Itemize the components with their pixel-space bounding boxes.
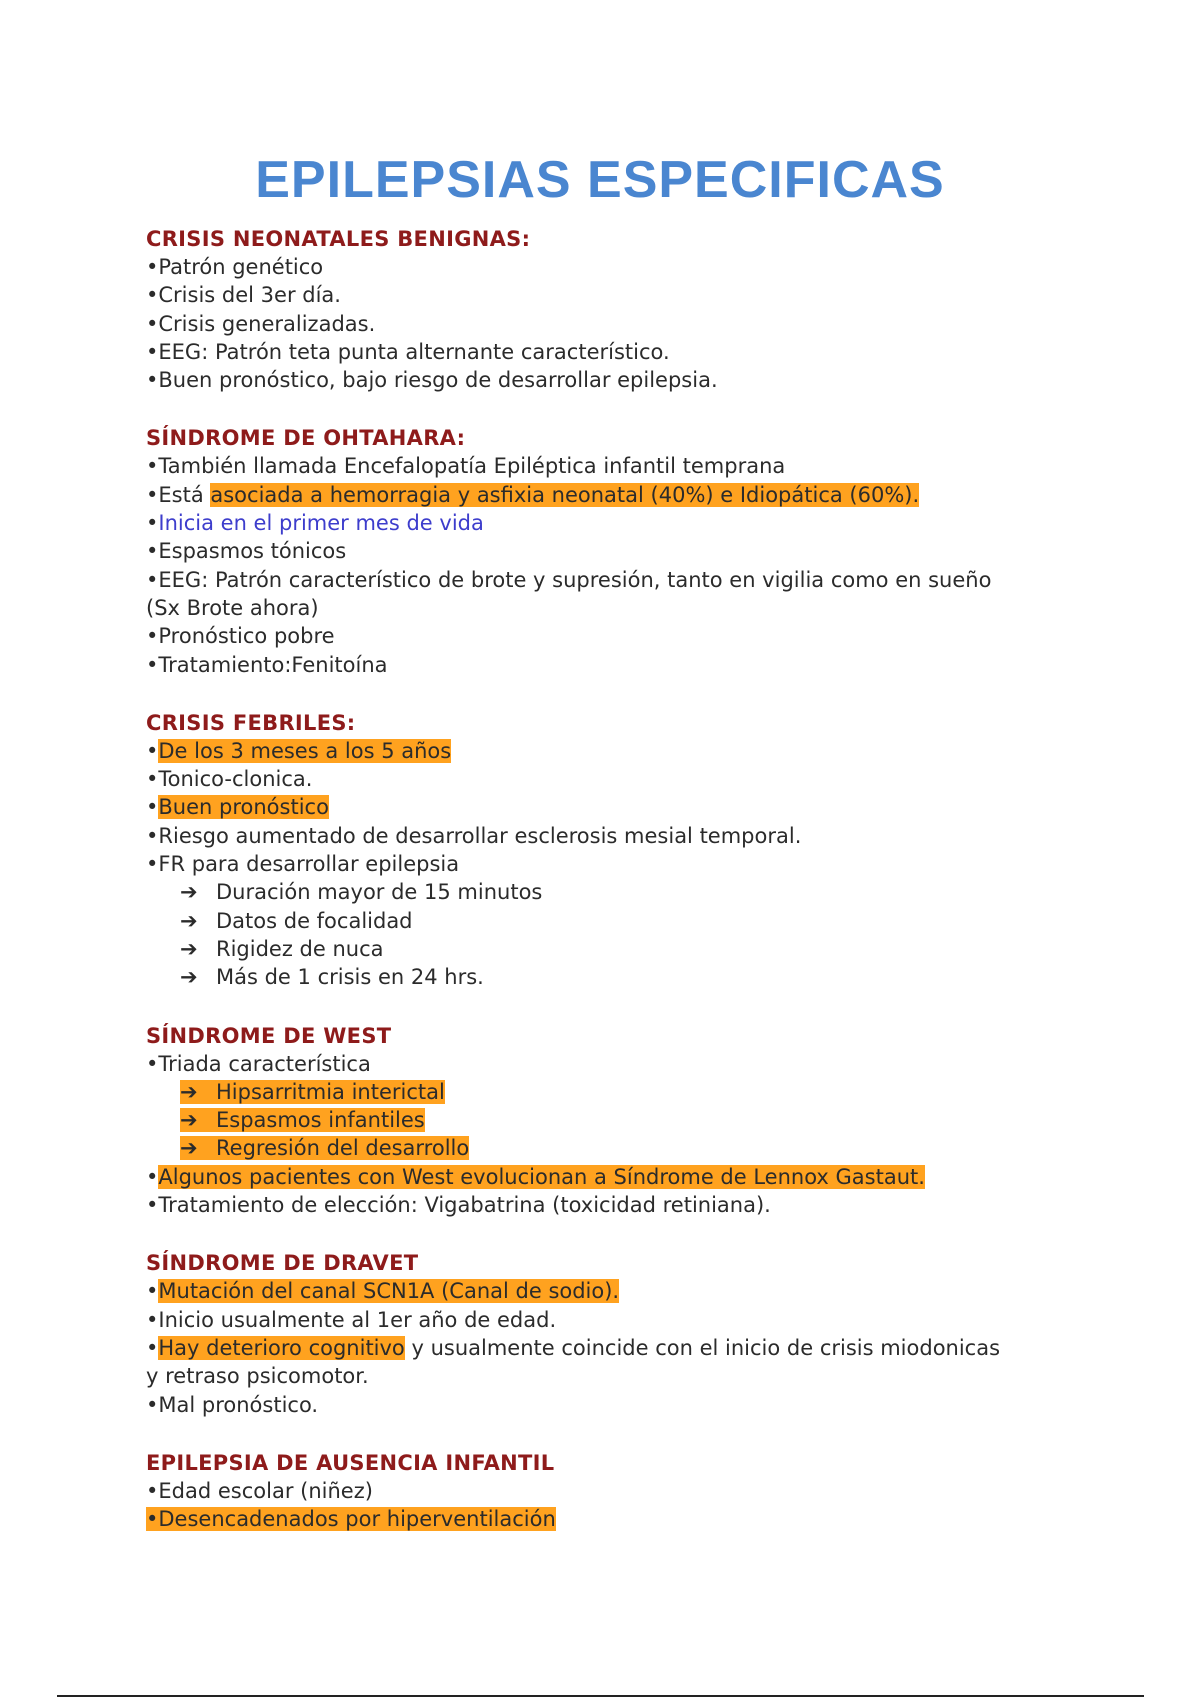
- section-febriles: [146, 709, 1006, 992]
- content: [146, 225, 1006, 1563]
- arrow-icon: ➔: [180, 965, 198, 990]
- highlighted-text: De los 3 meses a los 5 años: [158, 738, 452, 763]
- highlighted-text: Hay deterioro cognitivo: [158, 1335, 405, 1360]
- bullet-line: •Edad escolar (niñez): [146, 1478, 373, 1503]
- section-dravet: [146, 1249, 1006, 1418]
- bullet-line: •Triada característica: [146, 1051, 371, 1076]
- bullet-prefix: •: [146, 795, 159, 820]
- section-neonatales: [146, 225, 1006, 394]
- bullet-prefix: •Está: [146, 482, 211, 507]
- sub-bullet-text: Datos de focalidad: [216, 908, 413, 933]
- bullet-line: [146, 509, 1006, 537]
- highlighted-text: Mutación del canal SCN1A (Canal de sodio).: [158, 1279, 620, 1304]
- sub-bullet: [146, 1078, 1006, 1106]
- sub-bullet: [146, 907, 1006, 935]
- arrow-icon: ➔: [180, 1108, 198, 1133]
- sub-bullet-text: Duración mayor de 15 minutos: [216, 880, 543, 905]
- sub-bullet: [146, 935, 1006, 963]
- blue-text: Inicia en el primer mes de vida: [158, 511, 484, 536]
- bullet-prefix: •: [146, 1335, 159, 1360]
- bullet-line: •EEG: Patrón característico de brote y supresión, tanto en vigilia como en sueño (Sx Brote ahora): [146, 567, 992, 620]
- highlighted-text: Algunos pacientes con West evolucionan a Síndrome de Lennox Gastaut.: [158, 1164, 925, 1189]
- bullet-line: •Riesgo aumentado de desarrollar esclerosis mesial temporal.: [146, 823, 802, 848]
- bullet-line: [146, 1277, 1006, 1305]
- bullet-line: [146, 1163, 1006, 1191]
- sub-bullet-text: Espasmos infantiles: [216, 1108, 425, 1133]
- arrow-icon: ➔: [180, 908, 198, 933]
- bullet-line: [146, 1334, 1006, 1391]
- bullet-line: •Tonico-clonica.: [146, 767, 313, 792]
- highlighted-text: Buen pronóstico: [158, 795, 329, 820]
- bullet-text: y usualmente coincide con el inicio de crisis miodonicas y retraso psicomotor.: [146, 1335, 1001, 1389]
- sub-bullet: [146, 1106, 1006, 1134]
- bullet-line: [146, 481, 1006, 509]
- bullet-line: [146, 1505, 1006, 1533]
- arrow-icon: ➔: [180, 880, 198, 905]
- footer-divider: [57, 1695, 1144, 1697]
- bullet-line: •Buen pronóstico, bajo riesgo de desarrollar epilepsia.: [146, 368, 718, 393]
- section-ohtahara: [146, 424, 1006, 678]
- bullet-line: •Pronóstico pobre: [146, 624, 335, 649]
- arrow-icon: ➔: [180, 1079, 198, 1104]
- bullet-prefix: •: [146, 1164, 159, 1189]
- section-heading: CRISIS FEBRILES:: [146, 710, 356, 735]
- bullet-line: •Tratamiento de elección: Vigabatrina (toxicidad retiniana).: [146, 1193, 771, 1218]
- bullet-line: •Tratamiento:Fenitoína: [146, 652, 388, 677]
- sub-bullet-text: Rigidez de nuca: [216, 936, 384, 961]
- bullet-line: •Mal pronóstico.: [146, 1392, 319, 1417]
- section-heading: EPILEPSIA DE AUSENCIA INFANTIL: [146, 1450, 555, 1475]
- bullet-line: •Inicio usualmente al 1er año de edad.: [146, 1307, 557, 1332]
- bullet-prefix: •: [146, 1279, 159, 1304]
- bullet-line: •Patrón genético: [146, 255, 324, 279]
- sub-bullet: [146, 963, 1006, 991]
- bullet-line: •También llamada Encefalopatía Epiléptica infantil temprana: [146, 454, 786, 479]
- bullet-prefix: •: [146, 738, 159, 763]
- highlighted-text: asociada a hemorragia y asfixia neonatal (40%) e Idiopática (60%).: [210, 482, 920, 507]
- arrow-icon: ➔: [180, 936, 198, 961]
- section-heading: SÍNDROME DE WEST: [146, 1023, 392, 1048]
- section-west: [146, 1022, 1006, 1220]
- sub-bullet-text: Regresión del desarrollo: [216, 1136, 470, 1161]
- bullet-line: •Crisis del 3er día.: [146, 283, 341, 308]
- section-heading: SÍNDROME DE DRAVET: [146, 1251, 419, 1276]
- page-title: EPILEPSIAS ESPECIFICAS: [255, 151, 945, 209]
- sub-bullet-text: Hipsarritmia interictal: [216, 1079, 445, 1104]
- bullet-line: [146, 793, 1006, 821]
- bullet-line: •Crisis generalizadas.: [146, 311, 376, 336]
- bullet-line: •Espasmos tónicos: [146, 539, 347, 564]
- arrow-icon: ➔: [180, 1136, 198, 1161]
- section-heading: SÍNDROME DE OHTAHARA:: [146, 426, 466, 451]
- bullet-line: •EEG: Patrón teta punta alternante característico.: [146, 339, 670, 364]
- section-ausencia: [146, 1449, 1006, 1534]
- bullet-line: •FR para desarrollar epilepsia: [146, 852, 460, 877]
- section-heading: CRISIS NEONATALES BENIGNAS:: [146, 227, 531, 251]
- bullet-prefix: •: [146, 511, 159, 536]
- sub-bullet: [146, 1134, 1006, 1162]
- sub-bullet-text: Más de 1 crisis en 24 hrs.: [216, 965, 484, 990]
- sub-bullet: [146, 878, 1006, 906]
- highlighted-text: •Desencadenados por hiperventilación: [146, 1507, 556, 1532]
- bullet-line: [146, 737, 1006, 765]
